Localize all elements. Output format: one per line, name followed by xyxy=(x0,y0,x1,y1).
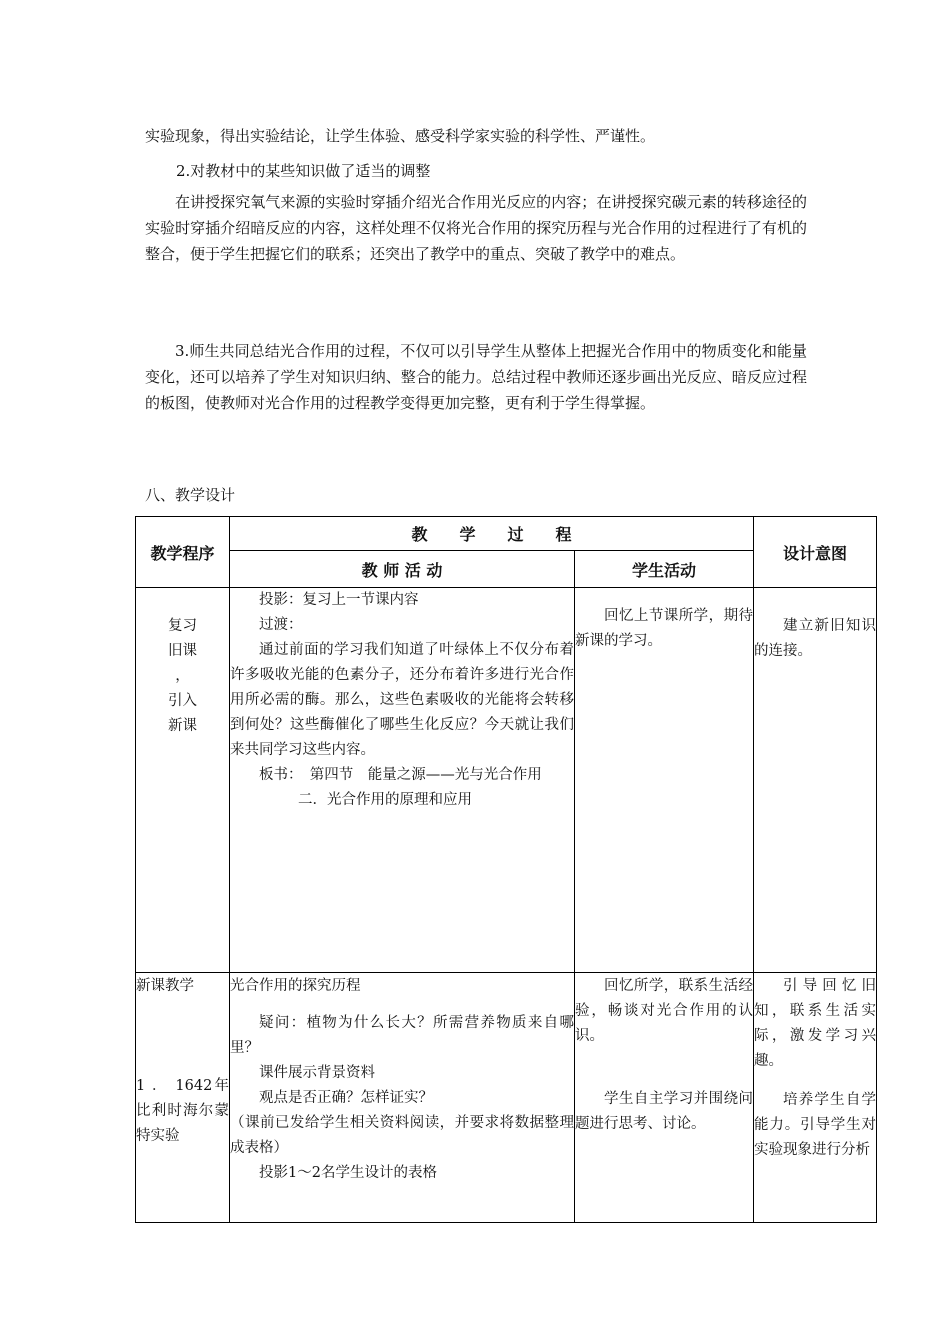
teaching-design-table xyxy=(135,516,877,1223)
row2-teacher-courseware: 课件展示背景资料 xyxy=(259,1065,375,1081)
row1-teacher-subtitle: 二．光合作用的原理和应用 xyxy=(298,792,472,808)
row2-teacher xyxy=(230,973,575,1223)
item-2-body: 在讲授探究氧气来源的实验时穿插介绍光合作用光反应的内容；在讲授探究碳元素的转移途径的实验时穿插介绍暗反应的内容，这样处理不仅将光合作用的探究历程与光合作用的过程进行了有机的整合，便于学生把握它们的联系；还突出了教学中的重点、突破了教学中的难点。 xyxy=(145,193,807,263)
row1-intent: 建立新旧知识的连接。 xyxy=(754,588,877,973)
row1-teacher-projection: 投影：复习上一节课内容 xyxy=(259,592,419,608)
row2-procedure xyxy=(136,973,230,1223)
header-process: 教 学 过 程 xyxy=(230,517,754,551)
row1-teacher-board: 板书： 第四节 能量之源——光与光合作用 xyxy=(259,767,542,783)
row2-procedure-title: 新课教学 xyxy=(136,978,194,994)
row2-teacher-title: 光合作用的探究历程 xyxy=(230,978,361,994)
header-student: 学生活动 xyxy=(575,551,754,588)
row2-intent-review: 引导回忆旧知，联系生活实际，激发学习兴趣。 xyxy=(754,978,877,1069)
row1-student: 回忆上节课所学，期待新课的学习。 xyxy=(575,588,754,973)
row2-teacher-note: （课前已发给学生相关资料阅读，并要求将数据整理成表格） xyxy=(230,1115,574,1156)
row2-student xyxy=(575,973,754,1223)
row1-teacher-transition: 过渡： xyxy=(259,617,303,633)
row2-teacher-question: 疑问：植物为什么长大？所需营养物质来自哪里？ xyxy=(230,1015,574,1056)
item-2-title: 2.对教材中的某些知识做了适当的调整 xyxy=(176,162,431,180)
row1-procedure-line: 旧课 xyxy=(168,643,197,659)
header-procedure: 教学程序 xyxy=(136,517,230,588)
row2-student-recall: 回忆所学，联系生活经验，畅谈对光合作用的认识。 xyxy=(575,978,754,1044)
row2-teacher-projection: 投影1～2名学生设计的表格 xyxy=(259,1165,437,1181)
row2-teacher-viewpoint: 观点是否正确？怎样证实？ xyxy=(259,1090,433,1106)
row2-intent-selfstudy: 培养学生自学能力。引导学生对实验现象进行分析 xyxy=(754,1092,877,1158)
row1-procedure xyxy=(136,588,230,973)
section-8-heading: 八、教学设计 xyxy=(145,486,236,504)
row1-procedure-line: ， xyxy=(175,668,190,684)
row2-intent xyxy=(754,973,877,1223)
item-3-body: 3.师生共同总结光合作用的过程，不仅可以引导学生从整体上把握光合作用中的物质变化和能量变化，还可以培养了学生对知识归纳、整合的能力。总结过程中教师还逐步画出光反应、暗反应过程的板图，使教师对光合作用的过程教学变得更加完整，更有利于学生得掌握。 xyxy=(145,342,807,412)
row1-teacher xyxy=(230,588,575,973)
row2-procedure-sub: 1 ． 1642年 比利时海尔蒙特实验 xyxy=(136,1078,229,1144)
row2-student-selfstudy: 学生自主学习并围绕问题进行思考、讨论。 xyxy=(575,1091,754,1132)
intro-line-1: 实验现象，得出实验结论，让学生体验、感受科学家实验的科学性、严谨性。 xyxy=(145,127,656,145)
header-intent: 设计意图 xyxy=(754,517,877,588)
row1-procedure-line: 新课 xyxy=(168,718,197,734)
header-teacher: 教 师 活 动 xyxy=(230,551,575,588)
row1-procedure-line: 引入 xyxy=(168,693,197,709)
row1-teacher-body: 通过前面的学习我们知道了叶绿体上不仅分布着许多吸收光能的色素分子，还分布着许多进行光合作用所必需的酶。那么，这些色素吸收的光能将会转移到何处？这些酶催化了哪些生化反应？今天就让我们来共同学习这些内容。 xyxy=(230,642,574,758)
row1-procedure-line: 复习 xyxy=(168,618,197,634)
